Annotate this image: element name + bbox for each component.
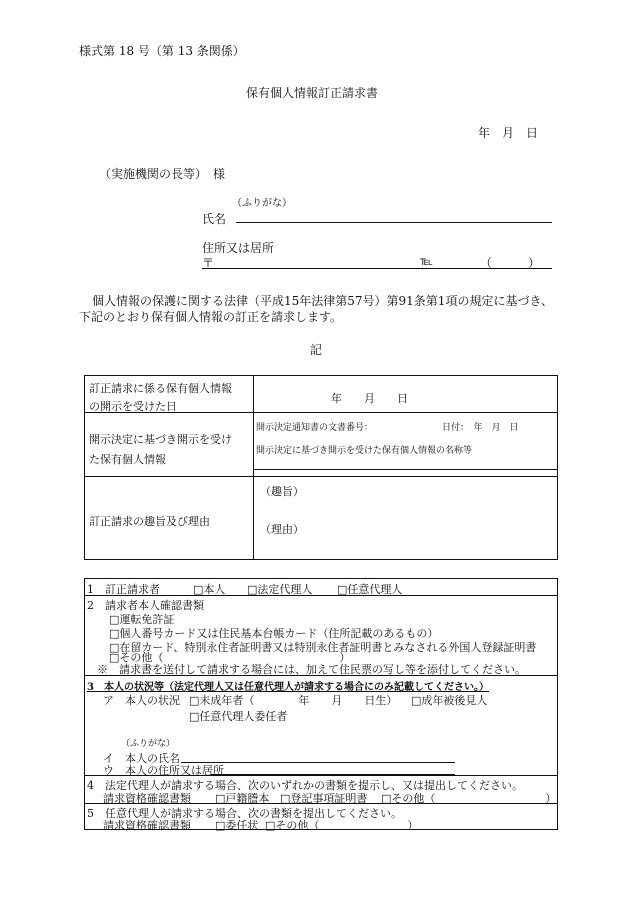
body-line-1: 個人情報の保護に関する法律（平成15年法律第57号）第91条第1項の規定に基づき、 bbox=[92, 294, 553, 308]
checkbox-family-register[interactable]: □戸籍謄本 bbox=[215, 792, 270, 805]
s3-i-label: イ 本人の氏名 bbox=[103, 752, 180, 765]
checkbox-voluntary-agent[interactable]: □任意代理人 bbox=[337, 583, 403, 596]
furigana-label: （ふりがな） bbox=[232, 198, 292, 209]
checkbox-s4-other[interactable]: □その他（ ） bbox=[381, 792, 557, 805]
body-line-2: 下記のとおり保有個人情報の訂正を請求します。 bbox=[79, 310, 343, 324]
checkbox-adult-ward[interactable]: □成年被後見人 bbox=[411, 694, 488, 707]
checkbox-voluntary-principal[interactable]: □任意代理人委任者 bbox=[189, 710, 288, 723]
checkbox-s5-other[interactable]: □その他（ ） bbox=[265, 819, 419, 832]
principal-address-field[interactable] bbox=[211, 774, 455, 775]
s5-label: 5 任意代理人が請求する場合、次の書類を提出してください。 bbox=[87, 807, 402, 820]
checkbox-minor[interactable]: □未成年者（ 年 月 日生） bbox=[189, 694, 398, 707]
s2-note: ※ 請求書を送付して請求する場合には、加えて住民票の写し等を添付してください。 bbox=[97, 663, 526, 676]
checkbox-power-of-attorney[interactable]: □委任状 bbox=[215, 819, 259, 832]
disclosed-date-label-1: 訂正請求に係る保有個人情報 bbox=[89, 382, 232, 395]
s5-doc-label: 請求資格確認書類 bbox=[103, 819, 191, 832]
s2-label: 2 請求者本人確認書類 bbox=[87, 599, 204, 612]
notice-date[interactable]: 日付： 年 月 日 bbox=[442, 423, 519, 433]
purpose-reason-label: 訂正請求の趣旨及び理由 bbox=[89, 515, 210, 528]
s4-label: 4 法定代理人が請求する場合、次のいずれかの書類を提示し、又は提出してください。 bbox=[87, 779, 523, 792]
checkbox-legal-agent[interactable]: □法定代理人 bbox=[247, 583, 313, 596]
disclosed-info-label-2: た保有個人情報 bbox=[89, 453, 166, 466]
postal-mark: 〒 bbox=[202, 256, 215, 270]
page-title: 保有個人情報訂正請求書 bbox=[246, 86, 379, 100]
tel-area-code: （ ） bbox=[480, 256, 541, 270]
s3-label: 3 本人の状況等（法定代理人又は任意代理人が請求する場合にのみ記載してください。） bbox=[87, 682, 489, 693]
ki-heading: 記 bbox=[310, 343, 323, 357]
s1-label: 1 訂正請求者 bbox=[87, 583, 160, 596]
date-field[interactable]: 年 月 日 bbox=[478, 126, 539, 140]
checkbox-registry-certificate[interactable]: □登記事項証明書 bbox=[280, 792, 368, 805]
requester-info-table bbox=[84, 578, 558, 830]
s3-u-label: ウ 本人の住所又は居所 bbox=[103, 764, 224, 777]
address-field[interactable] bbox=[202, 268, 552, 269]
disclosed-info-name[interactable]: 開示決定に基づき開示を受けた保有個人情報の名称等 bbox=[256, 446, 473, 456]
tel-icon: ℡ bbox=[420, 254, 433, 268]
recipient-label: （実施機関の長等） 様 bbox=[99, 167, 226, 181]
s3-a-label: ア 本人の状況 bbox=[103, 694, 180, 707]
request-table bbox=[84, 375, 558, 560]
checkbox-residence-card[interactable]: □在留カード、特別永住者証明書又は特別永住者証明書とみなされる外国人登録証明書 bbox=[109, 641, 537, 654]
s4-doc-label: 請求資格確認書類 bbox=[103, 792, 191, 805]
checkbox-mynumber-card[interactable]: □個人番号カード又は住民基本台帳カード（住所記載のあるもの） bbox=[109, 627, 439, 640]
checkbox-drivers-license[interactable]: □運転免許証 bbox=[109, 613, 175, 626]
address-label: 住所又は居所 bbox=[202, 241, 275, 255]
disclosed-date-field[interactable]: 年 月 日 bbox=[331, 392, 408, 405]
disclosed-date-label-2: の開示を受けた日 bbox=[89, 400, 177, 413]
disclosed-info-label-1: 開示決定に基づき開示を受け bbox=[89, 433, 232, 446]
name-field[interactable] bbox=[236, 222, 552, 223]
purpose-field[interactable]: （趣旨） bbox=[260, 485, 304, 498]
reason-field[interactable]: （理由） bbox=[260, 523, 304, 536]
form-number: 様式第 18 号（第 13 条関係） bbox=[79, 44, 245, 58]
checkbox-other-id[interactable]: □その他（ ） bbox=[109, 651, 351, 664]
notice-doc-number[interactable]: 開示決定通知書の文書番号： bbox=[256, 423, 374, 433]
s3-furigana: （ふりがな） bbox=[121, 739, 176, 749]
checkbox-self[interactable]: □本人 bbox=[193, 583, 226, 596]
name-label: 氏名 bbox=[202, 212, 227, 226]
